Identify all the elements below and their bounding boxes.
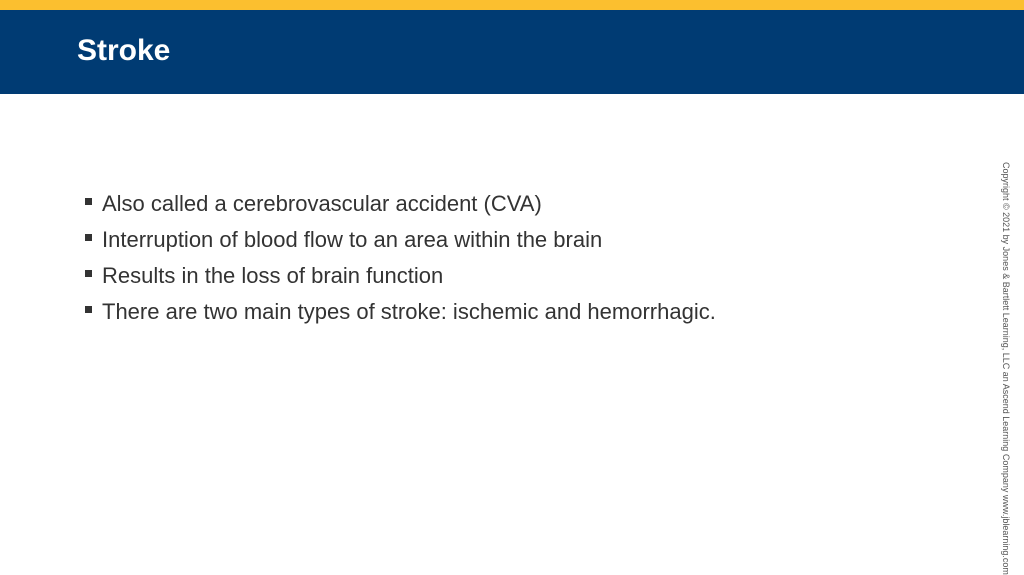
bullet-text: Interruption of blood flow to an area within the brain <box>102 227 603 252</box>
square-bullet-icon <box>85 234 92 241</box>
bullet-item <box>82 258 716 294</box>
bullet-text: There are two main types of stroke: ischemic and hemorrhagic. <box>102 299 716 324</box>
square-bullet-icon <box>85 198 92 205</box>
bullet-item <box>82 294 716 330</box>
square-bullet-icon <box>85 306 92 313</box>
square-bullet-icon <box>85 270 92 277</box>
bullet-list <box>82 186 716 330</box>
bullet-item <box>82 186 716 222</box>
bullet-text: Also called a cerebrovascular accident (CVA) <box>102 191 542 216</box>
slide-title: Stroke <box>77 34 171 67</box>
copyright-notice: Copyright © 2021 by Jones & Bartlett Learning, LLC an Ascend Learning Company www.jblearning.com <box>1001 162 1011 575</box>
bullet-item <box>82 222 716 258</box>
bullet-text: Results in the loss of brain function <box>102 263 444 288</box>
top-accent-stripe <box>0 0 1024 10</box>
